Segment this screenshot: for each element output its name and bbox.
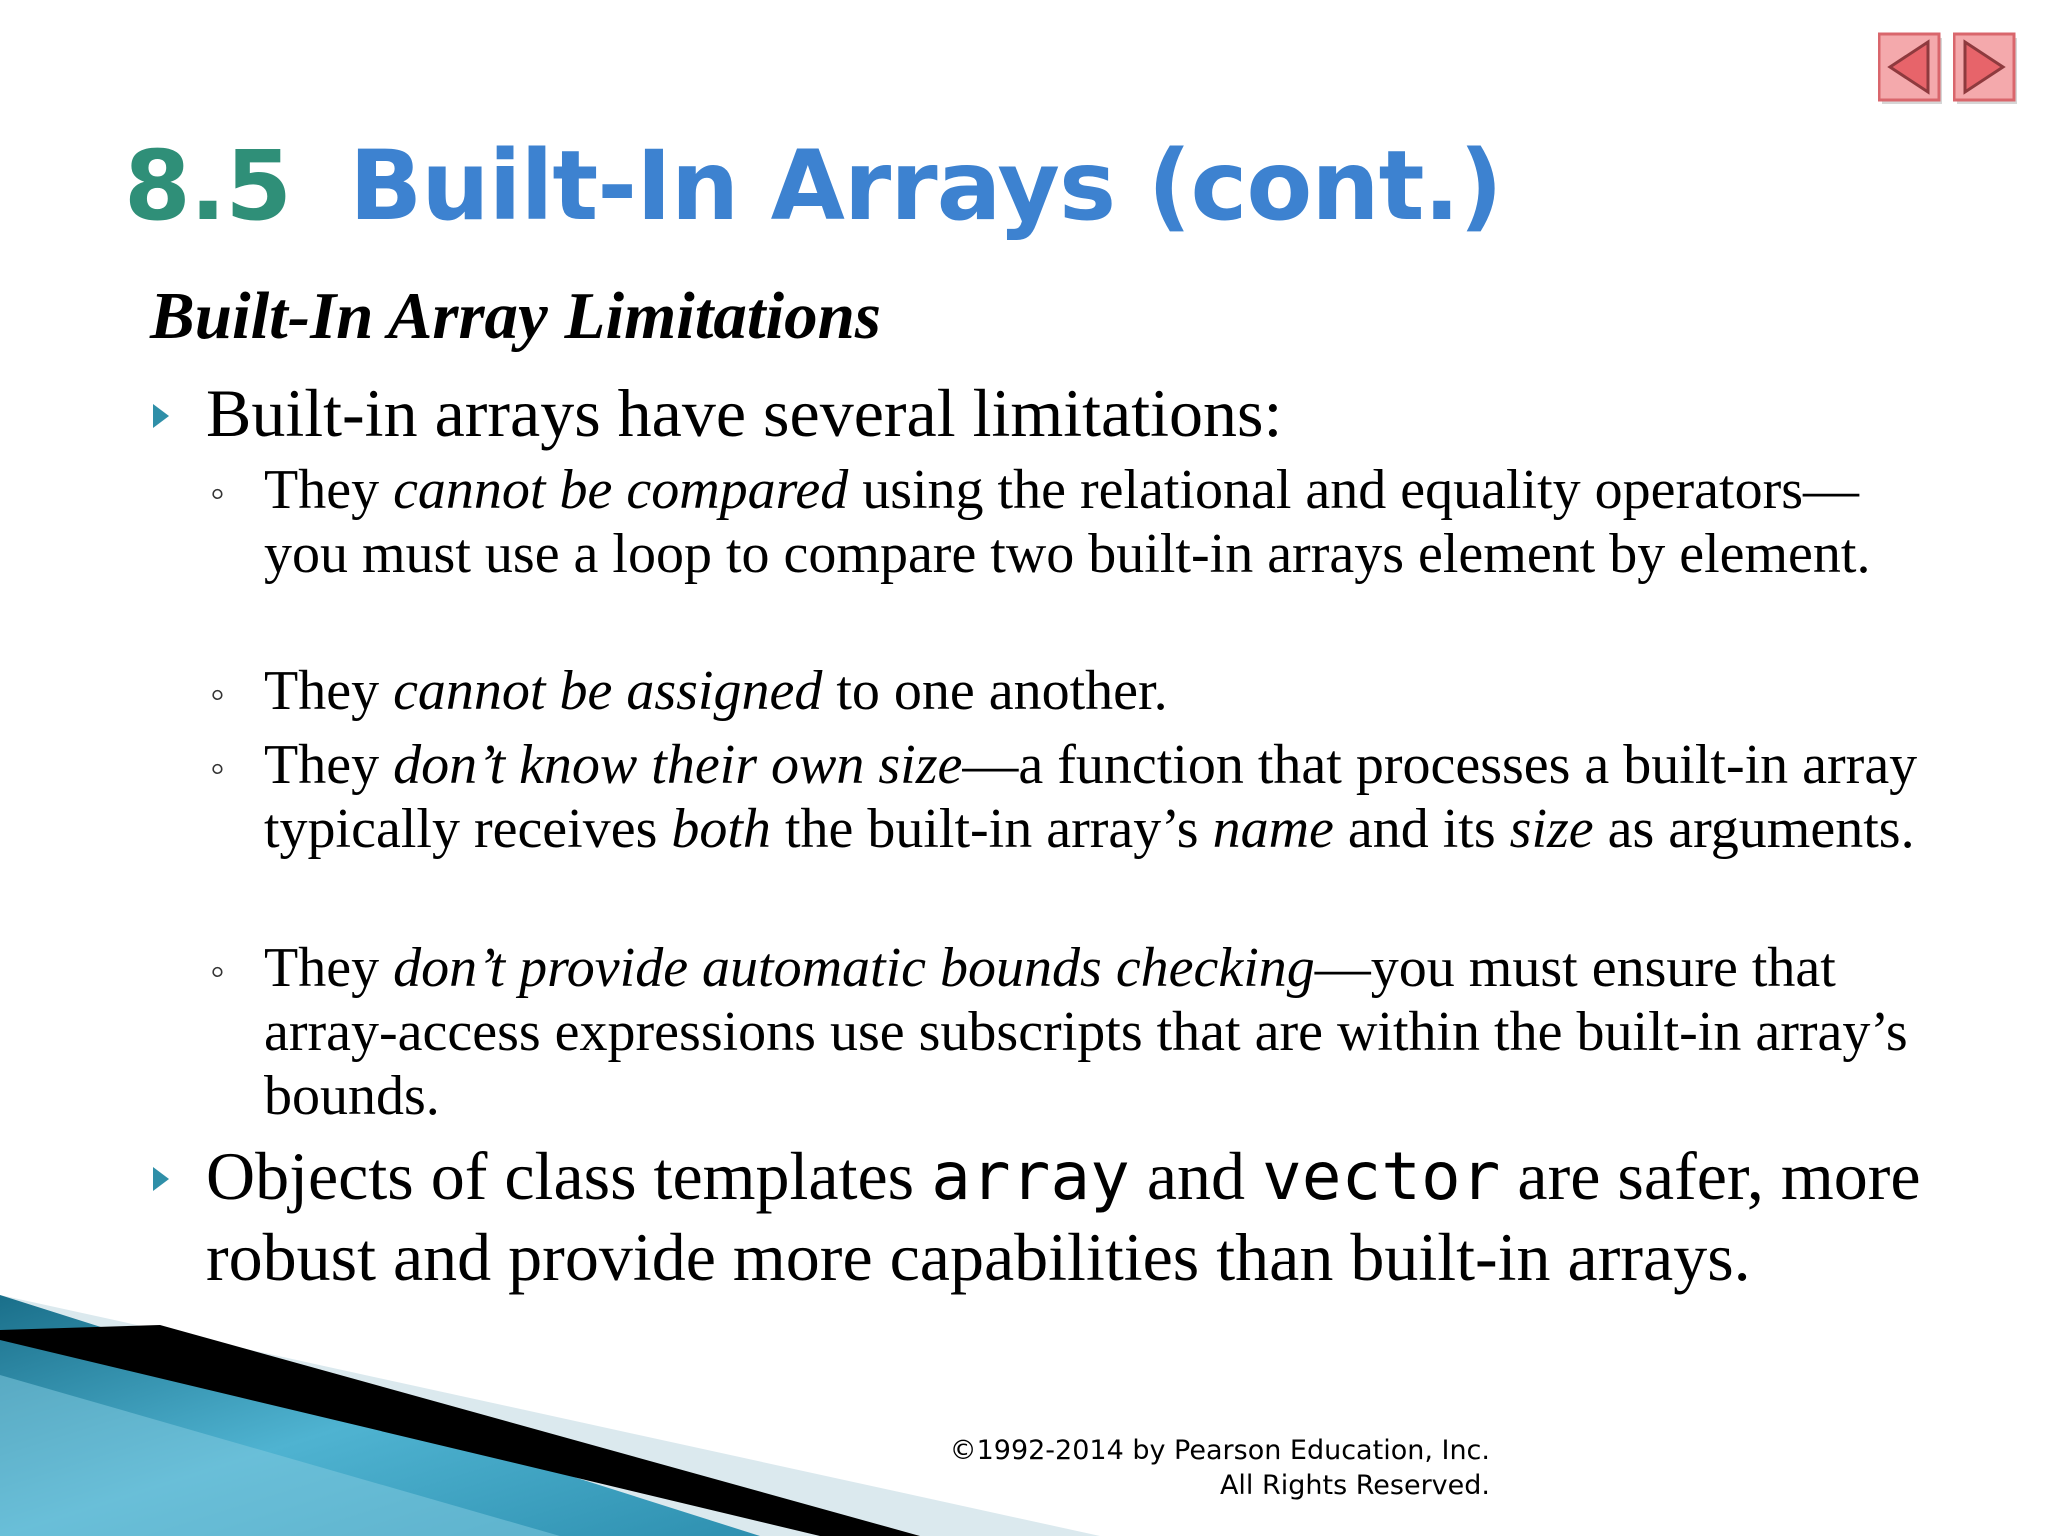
code-vector: vector: [1262, 1138, 1501, 1215]
sub-bullet-text: They cannot be assigned to one another.: [264, 660, 1168, 722]
title-text: Built-In Arrays (cont.): [349, 130, 1502, 242]
sub-bullet-marker: ◦: [210, 672, 225, 718]
sub-bullet-text: They cannot be compared using the relational and equality operators—you must use a loop to compare two built-in arrays element by element.: [264, 459, 1871, 585]
bullet-text: Built-in arrays have several limitations:: [206, 375, 1283, 451]
slide-title: [124, 130, 1502, 242]
sub-bullet-marker: ◦: [210, 949, 225, 995]
copyright-line: ©1992-2014 by Pearson Education, Inc.: [949, 1435, 1490, 1466]
section-number: 8.5: [124, 130, 292, 242]
sub-bullet-marker: ◦: [210, 471, 225, 517]
rights-line: All Rights Reserved.: [1219, 1470, 1490, 1501]
bullet-text: Objects of class templates array and vector are safer, more robust and provide more capabilities than built-in arrays.: [206, 1138, 1921, 1295]
sub-bullet-text: They don’t provide automatic bounds checking—you must ensure that array-access expressions use subscripts that are within the built-in array’s bounds.: [264, 937, 1908, 1127]
bullet-arrow-icon: [150, 1164, 172, 1194]
prev-arrow-icon: [1878, 32, 1946, 108]
previous-slide-button[interactable]: [1878, 32, 1946, 108]
next-arrow-icon: [1953, 32, 2021, 108]
copyright-notice: [880, 1433, 1490, 1503]
next-slide-button[interactable]: [1953, 32, 2021, 108]
bullet-arrow-icon: [150, 401, 172, 431]
sub-bullet-marker: ◦: [210, 746, 225, 792]
sub-bullet-text: They don’t know their own size—a function that processes a built-in array typically receives both the built-in array’s name and its size as arguments.: [264, 734, 1918, 860]
subheading: Built-In Array Limitations: [150, 279, 881, 353]
code-array: array: [931, 1138, 1130, 1215]
